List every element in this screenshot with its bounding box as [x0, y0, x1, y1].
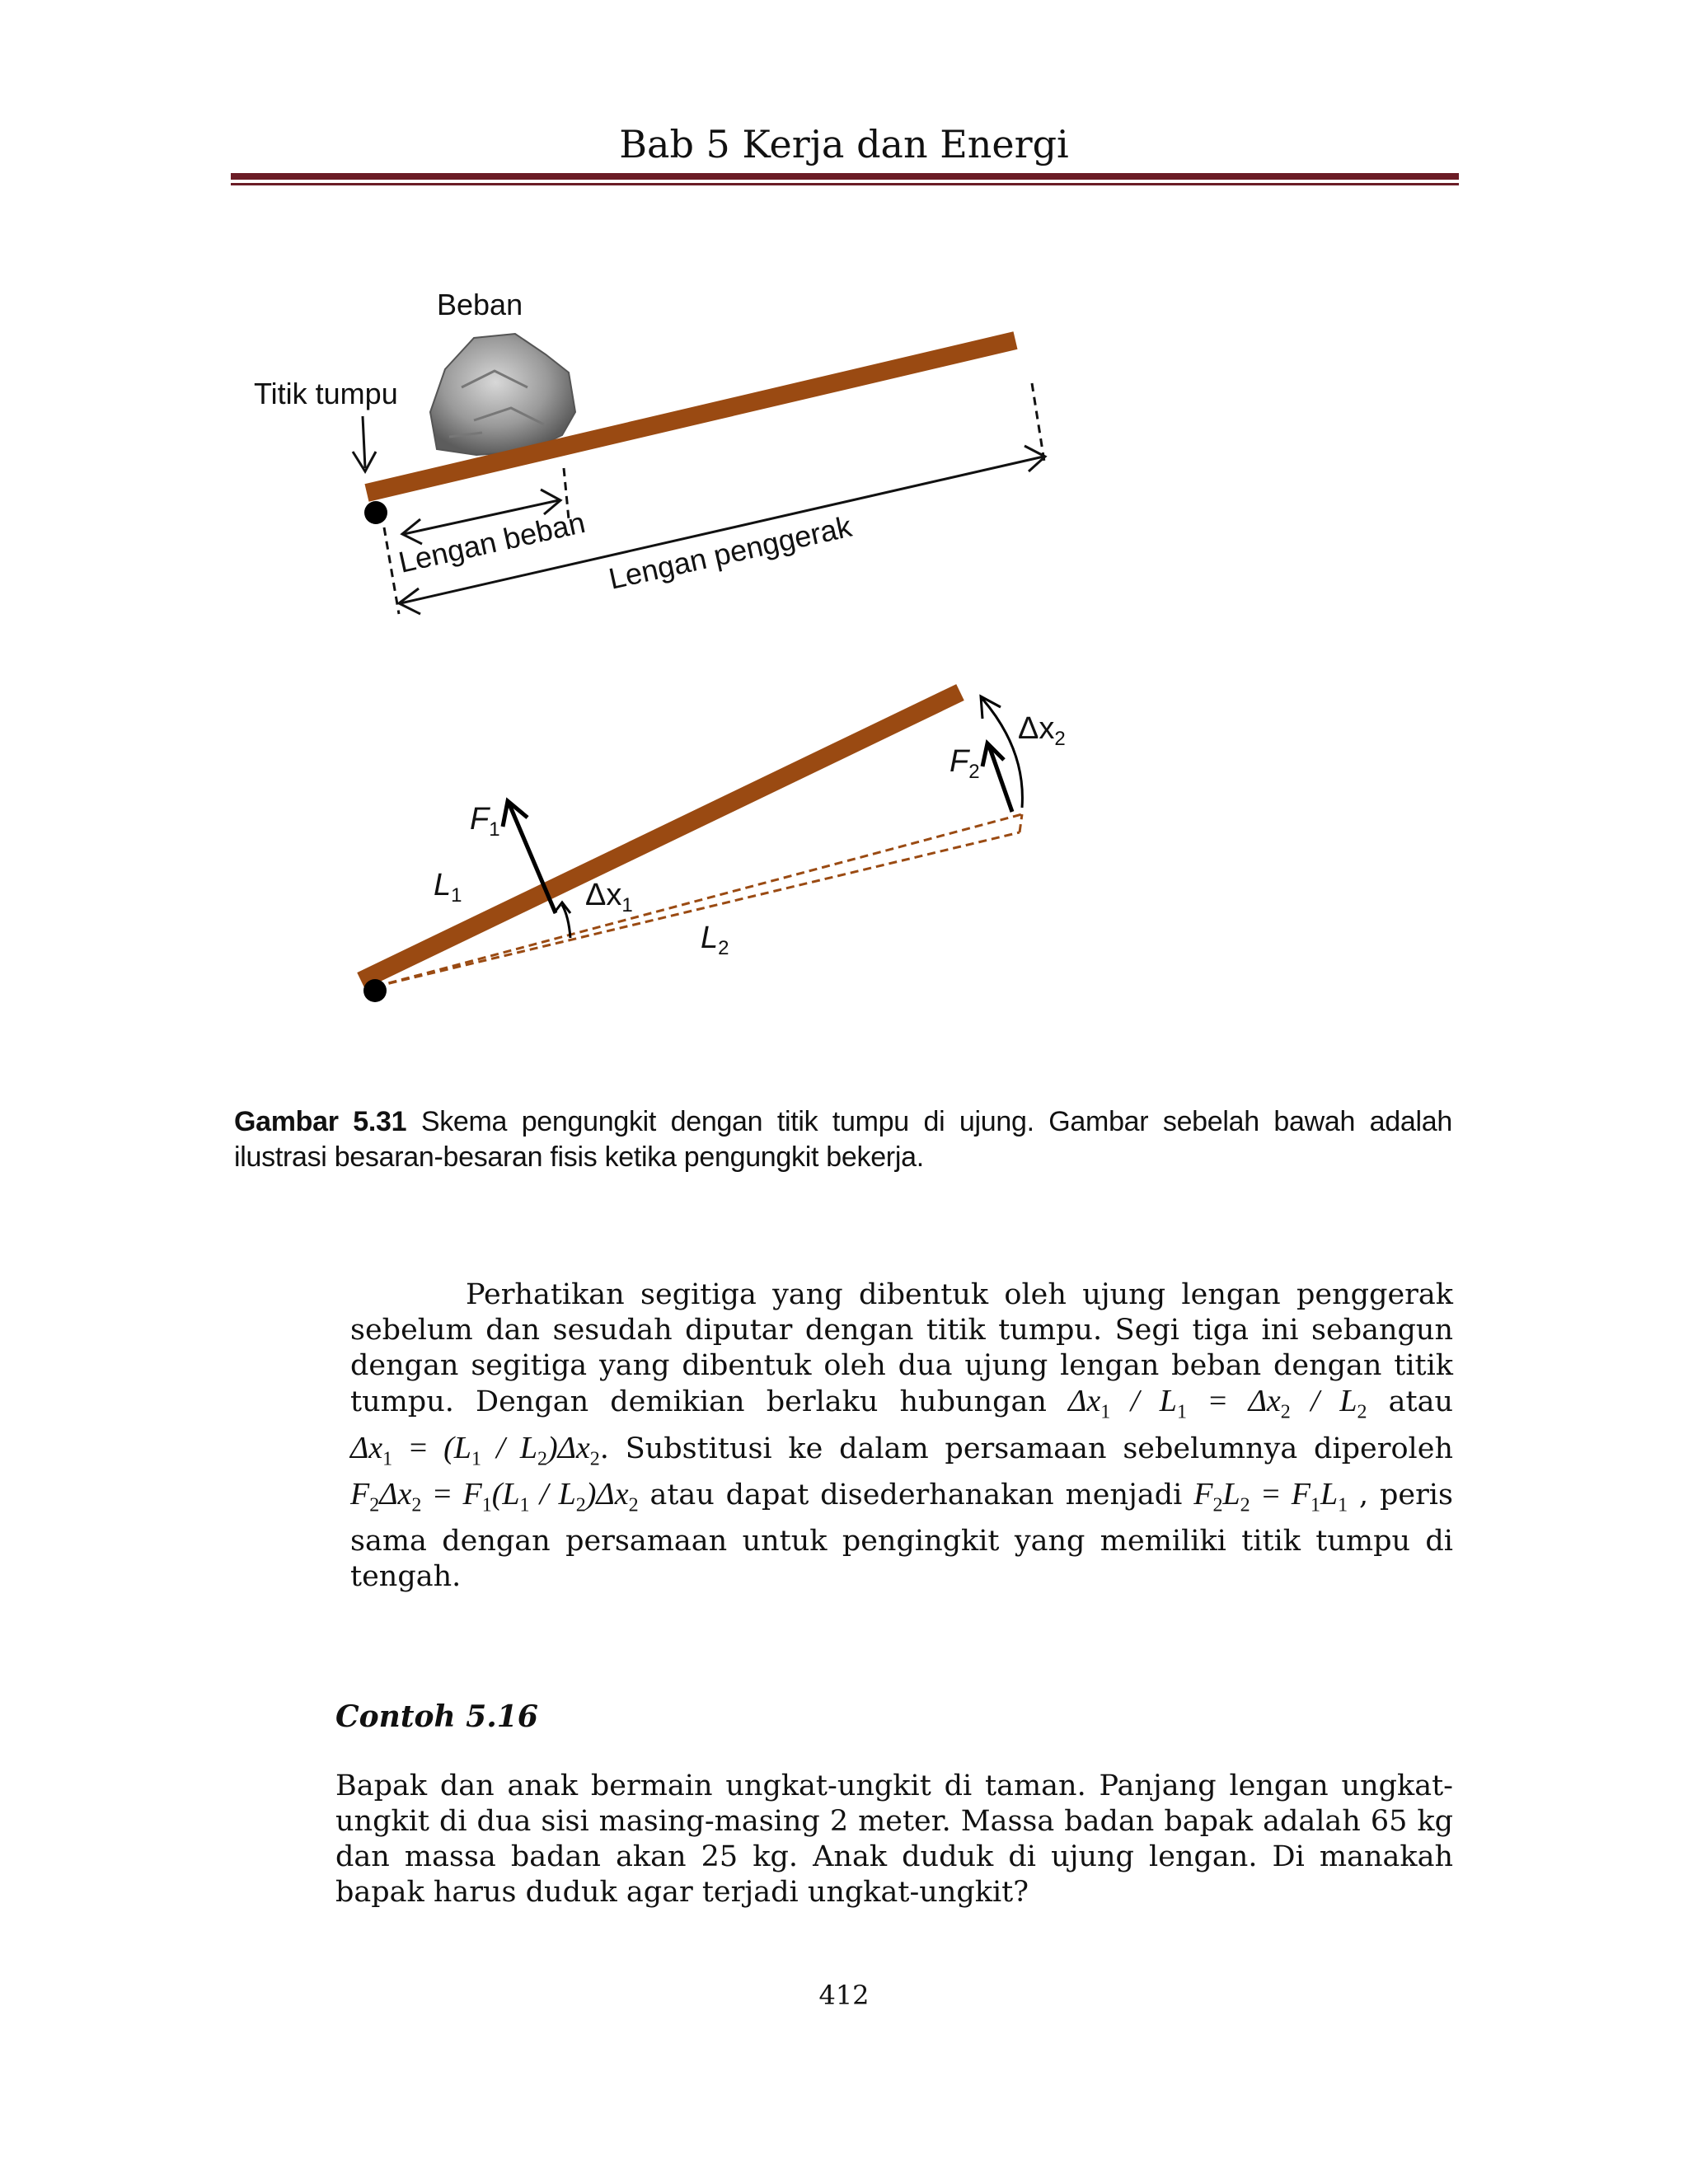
equation-ratio: $\Delta x_1 / L_1 = \Delta x_2 / L_2$ [1068, 1384, 1367, 1423]
rock-load-icon [430, 334, 575, 455]
label-load: Beban [437, 288, 523, 321]
caption-text: Skema pengungkit dengan titik tumpu di ujung. Gambar sebelah bawah adalah ilustrasi besaran-besaran fisis ketika pengungkit bekerja. [234, 1106, 1452, 1173]
paragraph-1-text-d: atau dapat disederhanakan menjadi [649, 1479, 1183, 1512]
paragraph-1-text-e: , peris sama dengan persamaan untuk pengingkit yang memiliki titik tumpu di tengah. [350, 1479, 1453, 1593]
caption-label: Gambar 5.31 [234, 1106, 407, 1137]
equation-simplified: $F_2L_2 = F_1L_1$ [1193, 1477, 1348, 1516]
force-f2-arrow [982, 743, 1012, 812]
dashed-triangle [376, 814, 1022, 987]
label-f2: $F_2$ [950, 744, 980, 783]
label-f1: $F_1$ [470, 802, 500, 841]
page-header: Bab 5 Kerja dan Energi [619, 122, 1069, 166]
paragraph-1-text-a: Perhatikan segitiga yang dibentuk oleh ujung lengan penggerak sebelum dan sesudah diputar dengan titik tumpu. Segi tiga ini sebangun dengan segitiga yang dibentuk oleh dua ujung lengan beban dengan titik tumpu. Dengan demikian berlaku hubungan [350, 1278, 1453, 1418]
lever-figure [0, 0, 1688, 1088]
lever-bottom [361, 692, 960, 981]
fulcrum-arrow-icon [353, 416, 376, 471]
label-dx2: $\Delta x_2$ [1018, 711, 1066, 750]
label-effort-arm: Lengan penggerak [605, 509, 855, 596]
dx1-arc [554, 902, 570, 938]
pivot-bottom [363, 979, 387, 1002]
label-dx1: $\Delta x_1$ [585, 878, 633, 916]
equation-dx1: $\Delta x_1 = (L_1 / L_2)\Delta x_2$ [350, 1430, 600, 1470]
dashed-guide-left [384, 527, 399, 614]
paragraph-1-text-b: atau [1388, 1385, 1453, 1418]
figure-caption [234, 1104, 1452, 1175]
label-load-arm: Lengan beban [395, 504, 588, 579]
paragraph-1 [350, 1277, 1453, 1595]
label-l2: $L_2$ [701, 921, 729, 959]
example-title: Contoh 5.16 [335, 1699, 538, 1734]
equation-substituted: $F_2\Delta x_2 = F_1(L_1 / L_2)\Delta x_2$ [350, 1477, 639, 1516]
pivot-top [364, 501, 387, 524]
paragraph-1-text-c: . Substitusi ke dalam persamaan sebelumnya diperoleh [599, 1432, 1454, 1465]
label-l1: $L_1$ [434, 868, 462, 907]
label-fulcrum: Titik tumpu [254, 377, 398, 410]
page-number: 412 [818, 1980, 870, 2011]
example-text: Bapak dan anak bermain ungkat-ungkit di taman. Panjang lengan ungkat-ungkit di dua sisi masing-masing 2 meter. Massa badan bapak adalah 65 kg dan massa badan akan 25 kg. Anak duduk di ujung lengan. Di manakah bapak harus duduk agar terjadi ungkat-ungkit? [335, 1769, 1453, 1909]
